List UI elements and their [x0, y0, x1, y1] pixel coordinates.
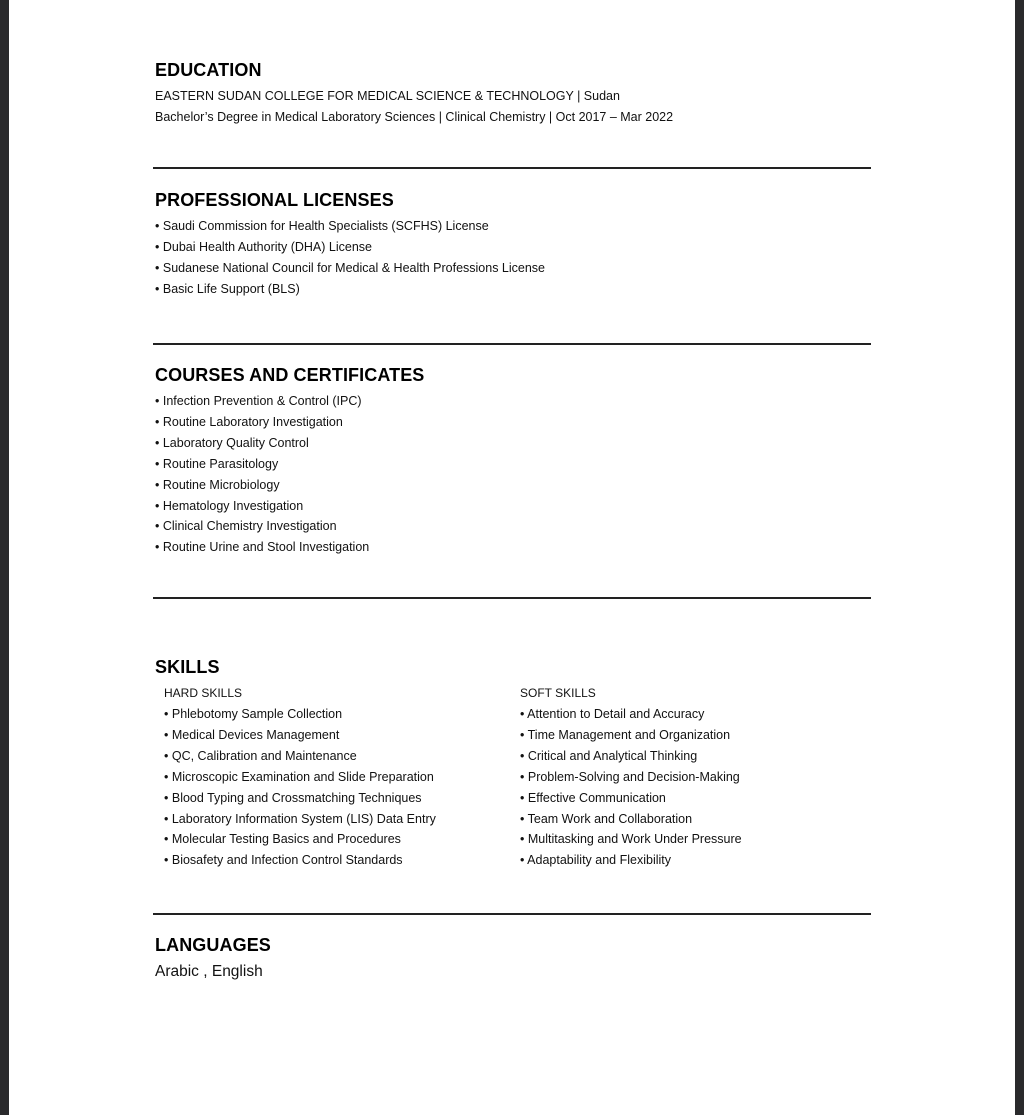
hard-skills-heading: HARD SKILLS	[164, 686, 243, 700]
skills-title: SKILLS	[155, 657, 220, 677]
list-item: • Microscopic Examination and Slide Preparation	[164, 767, 436, 788]
courses-list	[155, 391, 369, 558]
education-title: EDUCATION	[155, 60, 262, 80]
list-item: • Routine Laboratory Investigation	[155, 412, 369, 433]
list-item: • Medical Devices Management	[164, 725, 436, 746]
education-institution: EASTERN SUDAN COLLEGE FOR MEDICAL SCIENCE & TECHNOLOGY | Sudan	[155, 89, 620, 103]
courses-title: COURSES AND CERTIFICATES	[155, 365, 425, 385]
list-item: • Laboratory Quality Control	[155, 433, 369, 454]
list-item: • Clinical Chemistry Investigation	[155, 516, 369, 537]
soft-skills-heading: SOFT SKILLS	[520, 686, 596, 700]
section-divider	[153, 167, 871, 169]
list-item: • Time Management and Organization	[520, 725, 742, 746]
hard-skills-list	[164, 704, 436, 871]
section-divider	[153, 343, 871, 345]
licenses-list	[155, 216, 545, 300]
list-item: • Laboratory Information System (LIS) Data Entry	[164, 809, 436, 830]
list-item: • Critical and Analytical Thinking	[520, 746, 742, 767]
list-item: • Phlebotomy Sample Collection	[164, 704, 436, 725]
list-item: • Effective Communication	[520, 788, 742, 809]
list-item: • Saudi Commission for Health Specialists (SCFHS) License	[155, 216, 545, 237]
languages-title: LANGUAGES	[155, 935, 271, 955]
resume-page	[9, 0, 1015, 1115]
list-item: • QC, Calibration and Maintenance	[164, 746, 436, 767]
list-item: • Multitasking and Work Under Pressure	[520, 829, 742, 850]
list-item: • Blood Typing and Crossmatching Techniques	[164, 788, 436, 809]
list-item: • Routine Parasitology	[155, 454, 369, 475]
list-item: • Hematology Investigation	[155, 496, 369, 517]
list-item: • Dubai Health Authority (DHA) License	[155, 237, 545, 258]
section-divider	[153, 913, 871, 915]
languages-value: Arabic , English	[155, 963, 263, 980]
list-item: • Adaptability and Flexibility	[520, 850, 742, 871]
section-divider	[153, 597, 871, 599]
education-degree: Bachelor’s Degree in Medical Laboratory Sciences | Clinical Chemistry | Oct 2017 – Mar 2022	[155, 110, 674, 124]
list-item: • Attention to Detail and Accuracy	[520, 704, 742, 725]
licenses-title: PROFESSIONAL LICENSES	[155, 190, 394, 210]
list-item: • Sudanese National Council for Medical & Health Professions License	[155, 258, 545, 279]
list-item: • Infection Prevention & Control (IPC)	[155, 391, 369, 412]
list-item: • Problem-Solving and Decision-Making	[520, 767, 742, 788]
list-item: • Biosafety and Infection Control Standards	[164, 850, 436, 871]
soft-skills-list	[520, 704, 742, 871]
list-item: • Molecular Testing Basics and Procedures	[164, 829, 436, 850]
list-item: • Routine Urine and Stool Investigation	[155, 537, 369, 558]
list-item: • Basic Life Support (BLS)	[155, 279, 545, 300]
list-item: • Team Work and Collaboration	[520, 809, 742, 830]
list-item: • Routine Microbiology	[155, 475, 369, 496]
